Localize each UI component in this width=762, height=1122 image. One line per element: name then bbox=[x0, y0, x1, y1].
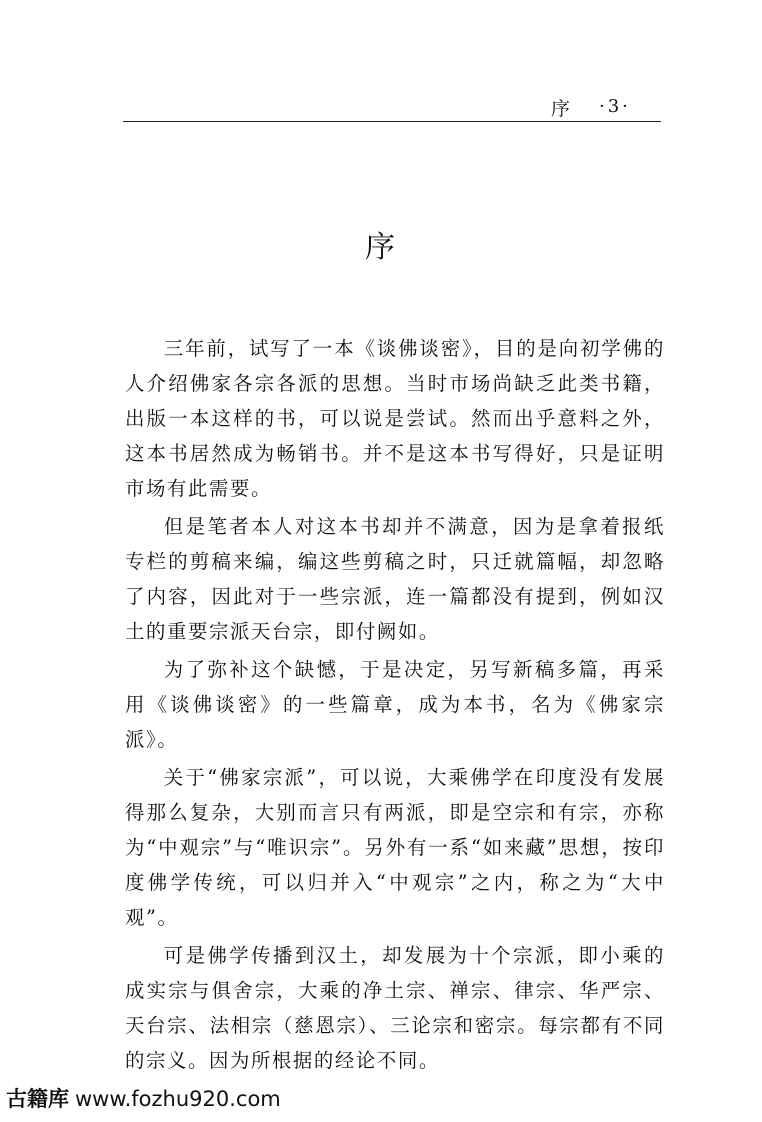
paragraph: 可是佛学传播到汉土，却发展为十个宗派，即小乘的成实宗与俱舍宗，大乘的净土宗、禅宗、律宗、华严宗、天台宗、法相宗（慈恩宗）、三论宗和密宗。每宗都有不同的宗义。因为所根据的经论不同。 bbox=[125, 944, 665, 1072]
header-rule bbox=[123, 121, 661, 122]
watermark-site: www.fozhu920.com bbox=[75, 1087, 281, 1111]
header-section-title: 序 bbox=[551, 98, 573, 120]
header-page-number: ·3· bbox=[599, 96, 631, 117]
watermark bbox=[6, 1083, 281, 1113]
paragraph: 为了弥补这个缺憾，于是决定，另写新稿多篇，再采用《谈佛谈密》的一些篇章，成为本书，名为《佛家宗派》。 bbox=[125, 658, 665, 751]
chapter-title: 序 bbox=[365, 230, 397, 265]
paragraph: 但是笔者本人对这本书却并不满意，因为是拿着报纸专栏的剪稿来编，编这些剪稿之时，只迁就篇幅，却忽略了内容，因此对于一些宗派，连一篇都没有提到，例如汉土的重要宗派天台宗，即付阙如。 bbox=[125, 515, 665, 643]
paragraph: 三年前，试写了一本《谈佛谈密》，目的是向初学佛的人介绍佛家各宗各派的思想。当时市场尚缺乏此类书籍，出版一本这样的书，可以说是尝试。然而出乎意料之外，这本书居然成为畅销书。并不是这本书写得好，只是证明市场有此需要。 bbox=[125, 337, 665, 500]
paragraph: 关于“佛家宗派”，可以说，大乘佛学在印度没有发展得那么复杂，大别而言只有两派，即是空宗和有宗，亦称为“中观宗”与“唯识宗”。另外有一系“如来藏”思想，按印度佛学传统，可以归并入“中观宗”之内，称之为“大中观”。 bbox=[125, 766, 665, 929]
running-header bbox=[123, 92, 661, 122]
watermark-brand: 古籍库 bbox=[6, 1087, 69, 1111]
body-text bbox=[125, 331, 665, 1078]
